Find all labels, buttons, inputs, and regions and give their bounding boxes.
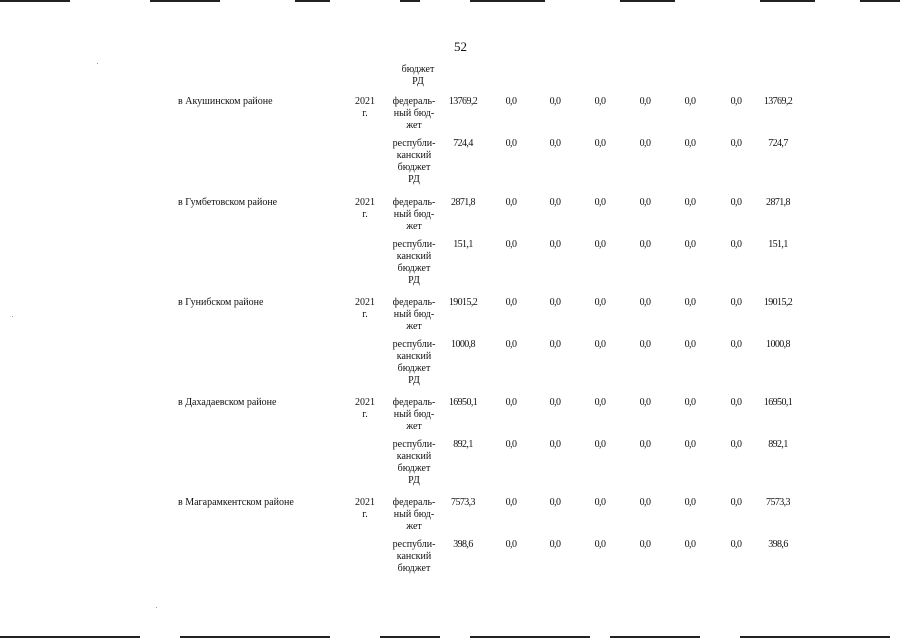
amount-cell: 0,0 [505,138,517,149]
budget-source-line: жет [406,321,422,332]
scan-speck [97,63,98,64]
amount-cell: 0,0 [549,539,561,550]
budget-source-line: канский [396,251,432,262]
budget-source-line: бюджет [397,263,431,274]
amount-cell: 0,0 [505,539,517,550]
table-row [0,497,905,592]
amount-cell: 0,0 [549,239,561,250]
amount-cell: 0,0 [594,197,606,208]
budget-source-line: канский [396,150,432,161]
amount-cell: 0,0 [684,239,696,250]
amount-cell: 19015,2 [448,297,478,308]
amount-cell: 0,0 [730,138,742,149]
table-row [0,297,905,392]
amount-cell: 0,0 [594,397,606,408]
budget-source-federal [388,397,440,433]
scan-speck [12,316,13,317]
amount-cell: 2871,8 [451,197,475,208]
amount-cell: 0,0 [684,297,696,308]
amount-cell: 0,0 [730,439,742,450]
amount-cell: 1000,8 [766,339,790,350]
amount-cell: 0,0 [730,539,742,550]
amount-cell: 0,0 [684,497,696,508]
amount-cell: 724,4 [453,138,473,149]
amount-cell: 0,0 [549,497,561,508]
amount-cell: 0,0 [549,439,561,450]
amount-cell: 0,0 [549,339,561,350]
scan-speck [156,607,157,608]
year-cell [350,197,380,221]
amount-cell: 892,1 [453,439,473,450]
amount-cell: 0,0 [684,397,696,408]
budget-source-line: жет [406,521,422,532]
district-name: в Акушинском районе [178,96,273,107]
continued-budget-label [398,64,438,88]
amount-cell: 0,0 [549,397,561,408]
budget-source-line: РД [408,275,420,286]
amount-cell: 151,1 [768,239,788,250]
budget-source-line: республи- [392,138,436,149]
amount-cell: 16950,1 [763,397,793,408]
budget-source-line: канский [396,451,432,462]
budget-source-line: РД [408,475,420,486]
amount-cell: 0,0 [639,397,651,408]
year-line: 2021 [355,96,375,107]
amount-cell: 0,0 [594,339,606,350]
amount-cell: 0,0 [730,497,742,508]
amount-cell: 13769,2 [763,96,793,107]
budget-source-line: бюджет [397,363,431,374]
amount-cell: 16950,1 [448,397,478,408]
budget-source-line: федераль- [392,197,436,208]
budget-source-line: РД [408,375,420,386]
year-line: г. [362,209,368,220]
amount-cell: 0,0 [684,197,696,208]
amount-cell: 7573,3 [451,497,475,508]
amount-cell: 0,0 [594,439,606,450]
amount-cell: 398,6 [768,539,788,550]
amount-cell: 2871,8 [766,197,790,208]
budget-source-line: бюджет [397,463,431,474]
budget-source-line: федераль- [392,297,436,308]
amount-cell: 0,0 [639,197,651,208]
budget-source-line: республи- [392,339,436,350]
budget-source-republic [388,239,440,287]
page-number: 52 [454,39,467,54]
continued-budget-line: РД [412,76,424,87]
budget-source-line: жет [406,221,422,232]
amount-cell: 0,0 [505,339,517,350]
amount-cell: 0,0 [505,439,517,450]
budget-source-line: жет [406,421,422,432]
district-name: в Гунибском районе [178,297,264,308]
scan-bottom-edge [0,634,905,640]
amount-cell: 0,0 [639,96,651,107]
amount-cell: 0,0 [594,497,606,508]
amount-cell: 1000,8 [451,339,475,350]
year-line: г. [362,409,368,420]
budget-source-line: ный бюд- [393,108,435,119]
amount-cell: 13769,2 [448,96,478,107]
year-line: г. [362,509,368,520]
amount-cell: 0,0 [684,439,696,450]
amount-cell: 0,0 [684,539,696,550]
amount-cell: 0,0 [730,197,742,208]
budget-source-federal [388,96,440,132]
budget-source-republic [388,138,440,186]
amount-cell: 0,0 [505,239,517,250]
amount-cell: 0,0 [549,96,561,107]
district-name: в Магарамкентском районе [178,497,294,508]
amount-cell: 0,0 [505,297,517,308]
budget-source-line: бюджет [397,563,431,574]
budget-source-line: республи- [392,439,436,450]
amount-cell: 7573,3 [766,497,790,508]
amount-cell: 0,0 [505,397,517,408]
district-name: в Гумбетовском районе [178,197,278,208]
amount-cell: 724,7 [768,138,788,149]
budget-source-line: федераль- [392,96,436,107]
year-cell [350,297,380,321]
year-line: г. [362,108,368,119]
budget-source-line: ный бюд- [393,409,435,420]
amount-cell: 0,0 [639,497,651,508]
budget-source-line: ный бюд- [393,309,435,320]
amount-cell: 0,0 [505,197,517,208]
budget-source-line: федераль- [392,397,436,408]
table-row [0,96,905,191]
amount-cell: 0,0 [639,339,651,350]
amount-cell: 0,0 [639,239,651,250]
amount-cell: 0,0 [549,297,561,308]
amount-cell: 0,0 [684,96,696,107]
amount-cell: 0,0 [684,339,696,350]
amount-cell: 0,0 [594,297,606,308]
year-cell [350,96,380,120]
budget-source-line: жет [406,120,422,131]
year-line: 2021 [355,497,375,508]
amount-cell: 0,0 [730,96,742,107]
table-row [0,397,905,492]
amount-cell: 0,0 [730,339,742,350]
year-line: г. [362,309,368,320]
budget-source-republic [388,339,440,387]
amount-cell: 0,0 [549,197,561,208]
year-line: 2021 [355,397,375,408]
budget-source-line: федераль- [392,497,436,508]
budget-source-line: ный бюд- [393,509,435,520]
budget-source-federal [388,197,440,233]
budget-source-federal [388,297,440,333]
budget-source-line: канский [396,551,432,562]
amount-cell: 0,0 [594,539,606,550]
budget-source-republic [388,539,440,575]
amount-cell: 0,0 [594,239,606,250]
budget-source-line: республи- [392,239,436,250]
amount-cell: 151,1 [453,239,473,250]
amount-cell: 0,0 [639,297,651,308]
budget-source-federal [388,497,440,533]
amount-cell: 0,0 [684,138,696,149]
amount-cell: 0,0 [639,539,651,550]
amount-cell: 0,0 [639,138,651,149]
amount-cell: 0,0 [594,96,606,107]
amount-cell: 0,0 [505,96,517,107]
budget-source-line: канский [396,351,432,362]
amount-cell: 19015,2 [763,297,793,308]
district-name: в Дахадаевском районе [178,397,277,408]
budget-source-line: бюджет [397,162,431,173]
year-cell [350,497,380,521]
amount-cell: 398,6 [453,539,473,550]
amount-cell: 0,0 [730,297,742,308]
table-row [0,197,905,292]
budget-source-republic [388,439,440,487]
scan-top-edge [0,0,905,3]
amount-cell: 0,0 [505,497,517,508]
amount-cell: 0,0 [549,138,561,149]
budget-source-line: республи- [392,539,436,550]
year-line: 2021 [355,197,375,208]
budget-source-line: ный бюд- [393,209,435,220]
amount-cell: 0,0 [730,397,742,408]
budget-source-line: РД [408,174,420,185]
year-cell [350,397,380,421]
amount-cell: 0,0 [730,239,742,250]
amount-cell: 892,1 [768,439,788,450]
amount-cell: 0,0 [594,138,606,149]
continued-budget-line: бюджет [401,64,435,75]
year-line: 2021 [355,297,375,308]
amount-cell: 0,0 [639,439,651,450]
